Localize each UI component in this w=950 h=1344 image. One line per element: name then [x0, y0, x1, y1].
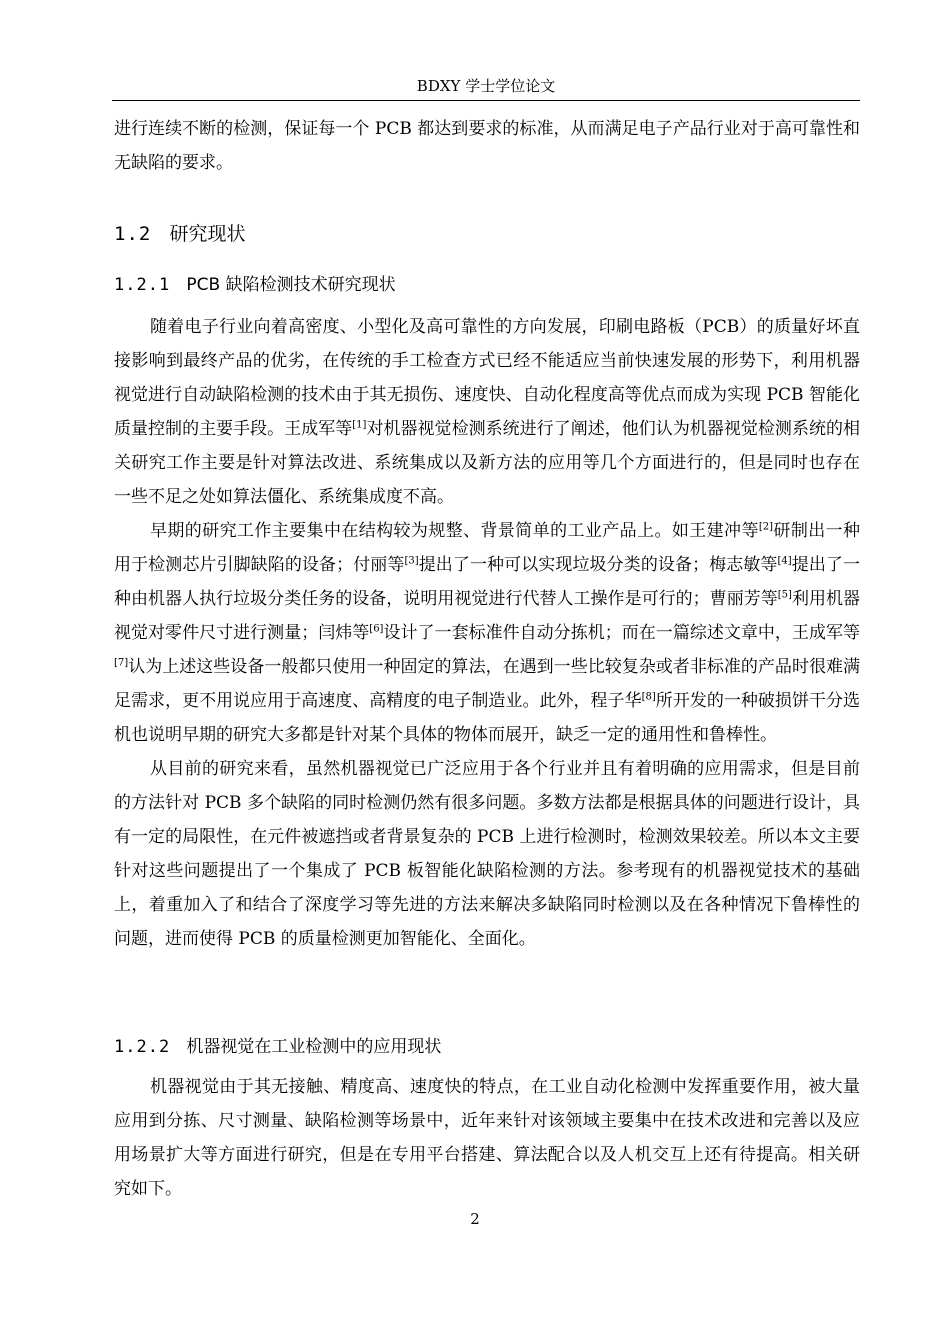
paragraph-1 [114, 310, 860, 514]
citation-6: [6] [369, 623, 384, 635]
p2-text-a: 早期的研究工作主要集中在结构较为规整、背景简单的工业产品上。如王建冲等 [150, 521, 759, 541]
section-heading-1-2 [114, 220, 245, 248]
page-header [112, 76, 860, 101]
intro-continuation [114, 112, 860, 180]
p1-text-b: 对机器视觉检测系统进行了阐述，他们认为机器视觉检测系统的相关研究工作主要是针对算法改进、系统集成以及新方法的应用等几个方面进行的，但是同时也存在一些不足之处如算法僵化、系统集成度不高。 [114, 419, 861, 507]
subsection-number: 1.2.1 [114, 275, 171, 295]
section-title: 研究现状 [169, 223, 246, 245]
citation-4: [4] [777, 555, 792, 567]
subsection-title: PCB 缺陷检测技术研究现状 [186, 275, 396, 295]
p2-text-d: 提出了一种由机器人执行垃圾分类任务的设备，说明用视觉进行代替人工操作是可行的；曹丽芳等 [114, 555, 861, 609]
paragraph-4: 机器视觉由于其无接触、精度高、速度快的特点，在工业自动化检测中发挥重要作用，被大量应用到分拣、尺寸测量、缺陷检测等场景中，近年来针对该领域主要集中在技术改进和完善以及应用场景扩大等方面进行研究，但是在专用平台搭建、算法配合以及人机交互上还有待提高。相关研究如下。 [114, 1077, 860, 1199]
paragraph-3: 从目前的研究来看，虽然机器视觉已广泛应用于各个行业并且有着明确的应用需求，但是目前的方法针对 PCB 多个缺陷的同时检测仍然有很多问题。多数方法都是根据具体的问题进行设计，具有一定的局限性，在元件被遮挡或者背景复杂的 PCB 上进行检测时，检测效果较差。所以本文主要针对这些问题提出了一个集成了 PCB 板智能化缺陷检测的方法。参考现有的机器视觉技术的基础上，着重加入了和结合了深度学习等先进的方法来解决多缺陷同时检测以及在各种情况下鲁棒性的问题，进而使得 PCB 的质量检测更加智能化、全面化。 [114, 759, 860, 949]
subsection-title: 机器视觉在工业检测中的应用现状 [186, 1037, 442, 1057]
citation-3: [3] [404, 555, 419, 567]
citation-5: [5] [777, 589, 792, 601]
subsection-number: 1.2.2 [114, 1037, 171, 1057]
section-number: 1.2 [114, 223, 152, 245]
header-title: BDXY 学士学位论文 [416, 77, 556, 95]
section-1-2-2-body [114, 1070, 860, 1206]
citation-7: [7] [114, 657, 129, 669]
section-heading-1-2-1 [114, 271, 396, 299]
p2-text-h: 所开发的一种破损饼干分选机也说明早期的研究大多都是针对某个具体的物体而展开，缺乏一定的通用性和鲁棒性。 [114, 691, 861, 745]
main-body [114, 310, 860, 956]
citation-2: [2] [758, 521, 774, 533]
p2-text-f: 设计了一套标准件自动分拣机；而在一篇综述文章中，王成军等 [383, 623, 861, 643]
p2-text-b: 研制出一种用于检测芯片引脚缺陷的设备；付丽等 [114, 521, 861, 575]
section-heading-1-2-2 [114, 1033, 441, 1061]
p2-text-e: 利用机器视觉对零件尺寸进行测量；闫炜等 [114, 589, 860, 643]
p2-text-c: 提出了一种可以实现垃圾分类的设备；梅志敏等 [418, 555, 778, 575]
p1-text-a: 随着电子行业向着高密度、小型化及高可靠性的方向发展，印刷电路板（PCB）的质量好坏直接影响到最终产品的优劣，在传统的手工检查方式已经不能适应当前快速发展的形势下，利用机器视觉进行自动缺陷检测的技术由于其无损伤、速度快、自动化程度高等优点而成为实现 PCB 智能化质量控制的主要手段。王成军等 [114, 317, 860, 439]
citation-8: [8] [641, 691, 656, 703]
intro-paragraph: 进行连续不断的检测，保证每一个 PCB 都达到要求的标准，从而满足电子产品行业对于高可靠性和无缺陷的要求。 [114, 119, 860, 173]
page-number: 2 [470, 1210, 480, 1228]
citation-1: [1] [352, 419, 367, 431]
paragraph-2 [114, 514, 860, 752]
p2-text-g: 认为上述这些设备一般都只使用一种固定的算法，在遇到一些比较复杂或者非标准的产品时很难满足需求，更不用说应用于高速度、高精度的电子制造业。此外，程子华 [114, 657, 860, 711]
